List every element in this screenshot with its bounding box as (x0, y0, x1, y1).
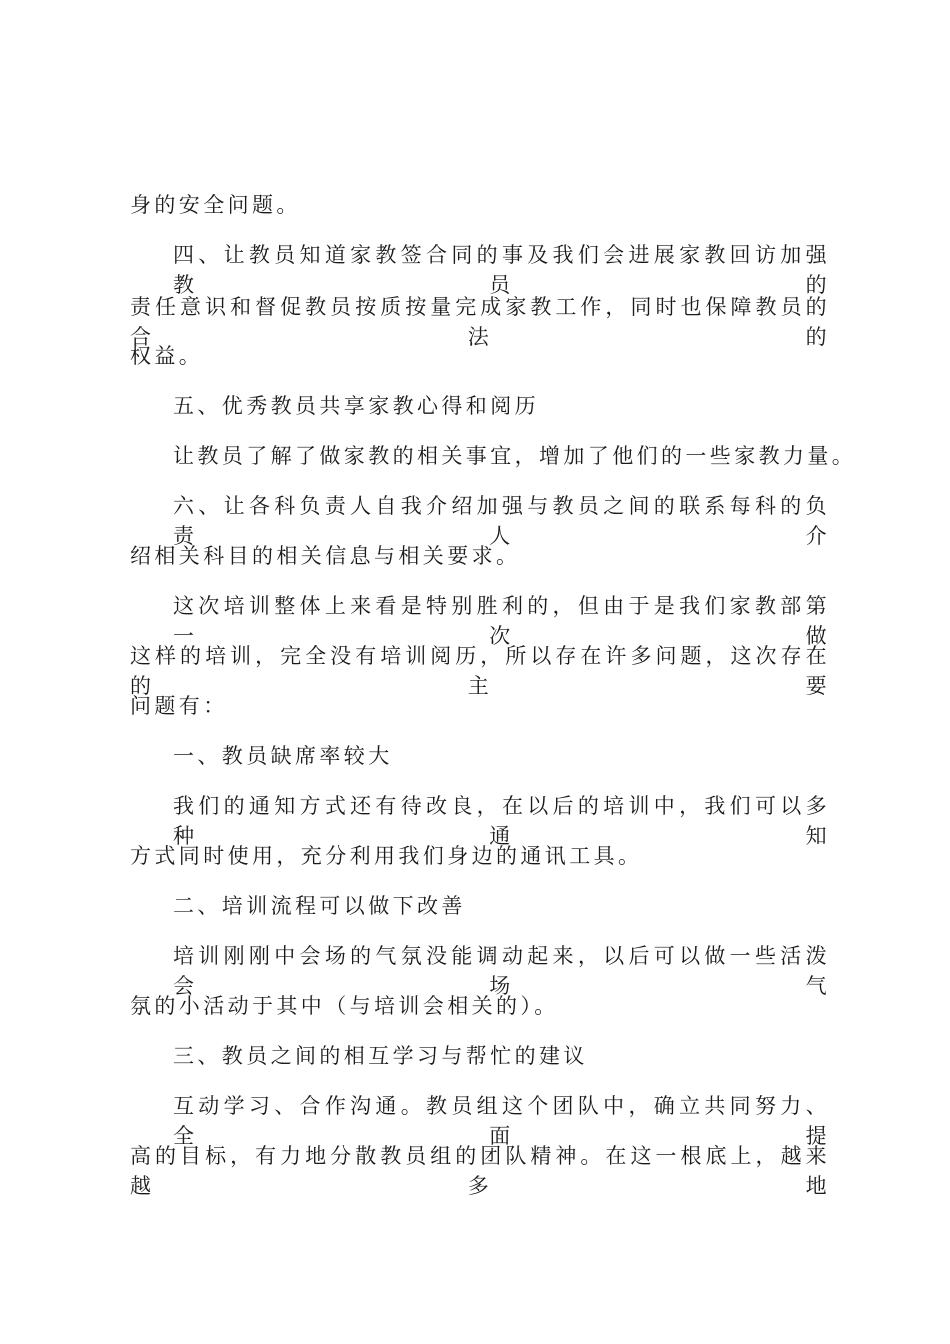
paragraph-line: 我们的通知方式还有待改良，在以后的培训中，我们可以多种通知 (173, 794, 830, 848)
paragraph-line: 四、让教员知道家教签合同的事及我们会进展家教回访加强教员的 (173, 243, 830, 297)
section-heading: 一、教员缺席率较大 (173, 744, 393, 768)
text-line: 绍相关科目的相关信息与相关要求。 (130, 544, 521, 568)
paragraph-line: 让教员了解了做家教的相关事宜，增加了他们的一些家教力量。 (173, 444, 857, 468)
text-line: 身的安全问题。 (130, 193, 301, 217)
text-line: 这样的培训，完全没有培训阅历，所以存在许多问题，这次存在的主要 (130, 644, 830, 698)
text-line: 高的目标，有力地分散教员组的团队精神。在这一根底上，越来越多地 (130, 1144, 830, 1198)
text-line: 方式同时使用，充分利用我们身边的通讯工具。 (130, 844, 643, 868)
section-heading: 二、培训流程可以做下改善 (173, 894, 466, 918)
text-line: 责任意识和督促教员按质按量完成家教工作，同时也保障教员的合法的 (130, 295, 830, 349)
text-line: 权益。 (130, 344, 204, 368)
paragraph-line: 培训刚刚中会场的气氛没能调动起来，以后可以做一些活泼会场气 (173, 944, 830, 998)
paragraph-line: 六、让各科负责人自我介绍加强与教员之间的联系每科的负责人介 (173, 494, 830, 548)
text-line: 氛的小活动于其中（与培训会相关的）。 (130, 994, 559, 1018)
paragraph-line: 这次培训整体上来看是特别胜利的，但由于是我们家教部第一次做 (173, 594, 830, 648)
text-line: 问题有： (130, 694, 228, 718)
section-heading: 三、教员之间的相互学习与帮忙的建议 (173, 1044, 588, 1068)
section-heading: 五、优秀教员共享家教心得和阅历 (173, 394, 539, 418)
paragraph-line: 互动学习、合作沟通。教员组这个团队中，确立共同努力、全面提 (173, 1094, 830, 1148)
